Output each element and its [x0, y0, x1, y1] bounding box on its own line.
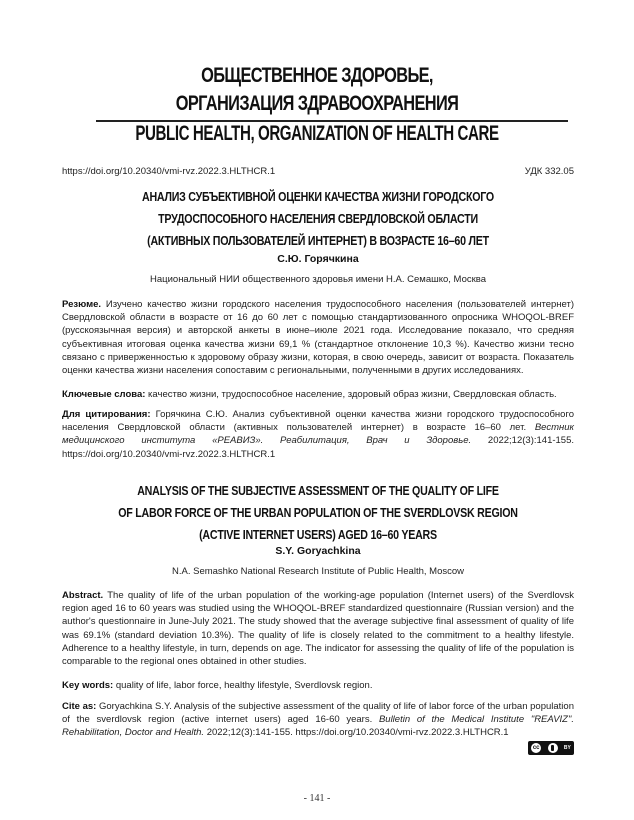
article-title-ru-line: ТРУДОСПОСОБНОГО НАСЕЛЕНИЯ СВЕРДЛОВСКОЙ ОБЛАСТИ: [158, 211, 478, 226]
article-title-en: [62, 480, 574, 546]
abstract-en: [62, 589, 574, 668]
cite-tail-ru[interactable]: 2022;12(3):141-155. https://doi.org/10.20340/vmi-rvz.2022.3.HLTHCR.1: [62, 435, 575, 460]
article-title-en-line: ANALYSIS OF THE SUBJECTIVE ASSESSMENT OF THE QUALITY OF LIFE: [137, 483, 499, 498]
section-title-ru-line1: ОБЩЕСТВЕННОЕ ЗДОРОВЬЕ,: [201, 64, 433, 87]
attribution-icon: [548, 743, 558, 753]
cite-label-en: Cite as:: [62, 701, 97, 712]
article-title-ru-line: (АКТИВНЫХ ПОЛЬЗОВАТЕЛЕЙ ИНТЕРНЕТ) В ВОЗРАСТЕ 16–60 ЛЕТ: [147, 233, 489, 248]
article-title-ru: [62, 186, 574, 252]
abstract-label-ru: Резюме.: [62, 299, 102, 310]
keywords-ru: [62, 388, 574, 401]
doi-link[interactable]: https://doi.org/10.20340/vmi-rvz.2022.3.HLTHCR.1: [62, 166, 276, 177]
cc-by-license-badge[interactable]: [528, 741, 574, 755]
keywords-label-ru: Ключевые слова:: [62, 389, 146, 400]
keywords-label-en: Key words:: [62, 680, 114, 691]
page-number: - 141 -: [303, 793, 331, 804]
cite-text-en: Goryachkina S.Y. Analysis of the subjective assessment of the quality of life of labor force of the urban population of the sverdlovsk region (active internet users) aged 16-60 years.: [62, 701, 574, 726]
affiliation-en: N.A. Semashko National Research Institute of Public Health, Moscow: [172, 566, 464, 577]
cite-label-ru: Для цитирования:: [62, 409, 151, 420]
author-en: S.Y. Goryachkina: [275, 545, 361, 557]
affiliation-ru: Национальный НИИ общественного здоровья имени Н.А. Семашко, Москва: [150, 274, 486, 285]
cite-journal-ru: Вестник медицинского института «РЕАВИЗ». Реабилитация, Врач и Здоровье.: [62, 422, 574, 447]
section-title-en: PUBLIC HEALTH, ORGANIZATION OF HEALTH CARE: [135, 122, 499, 145]
udk-code: УДК 332.05: [524, 166, 574, 177]
article-title-en-line: (ACTIVE INTERNET USERS) AGED 16–60 YEARS: [199, 527, 437, 542]
keywords-text-en: quality of life, labor force, healthy lifestyle, Sverdlovsk region.: [113, 680, 373, 691]
citation-en: [62, 700, 574, 740]
author-ru: С.Ю. Горячкина: [277, 253, 359, 265]
article-title-ru-line: АНАЛИЗ СУБЪЕКТИВНОЙ ОЦЕНКИ КАЧЕСТВА ЖИЗНИ ГОРОДСКОГО: [142, 189, 494, 204]
section-title-ru-line2: ОРГАНИЗАЦИЯ ЗДРАВООХРАНЕНИЯ: [175, 92, 459, 115]
license-label: BY: [563, 745, 571, 751]
keywords-text-ru: качество жизни, трудоспособное население, здоровый образ жизни, Свердловская область.: [145, 389, 557, 400]
cite-journal-en: Bulletin of the Medical Institute "REAVIZ". Rehabilitation, Doctor and Health.: [62, 714, 574, 739]
cc-icon: cc: [532, 745, 540, 751]
cite-text-ru: Горячкина С.Ю. Анализ субъективной оценки качества жизни городского трудоспособного населения Свердловской области (активных пользователей интернет) в возрасте 16–60 лет.: [62, 409, 574, 434]
citation-ru: [62, 408, 574, 461]
abstract-text-ru: Изучено качество жизни городского населения трудоспособного населения (пользователей интернет) Свердловской области в возрасте от 16 до 60 лет с помощью стандартизованного опросника WHOQOL-BREF (русскоязычная версия) и авторской анкеты в июне–июле 2021 года. Исследование показало, что средняя субъективная итоговая оценка качества жизни 69,1 % (стандартное отклонение 10,3 %). Качество жизни тесно связано с приверженностью к здоровому образу жизни, которая, в свою очередь, зависит от возраста. Показатель оценки качества жизни населения сопоставим с региональными, полученными в других исследованиях.: [62, 299, 574, 377]
abstract-label-en: Abstract.: [62, 590, 104, 601]
article-title-en-line: OF LABOR FORCE OF THE URBAN POPULATION OF THE SVERDLOVSK REGION: [118, 505, 518, 520]
abstract-text-en: The quality of life of the urban population of the working-age population (Internet users) of the Sverdlovsk region aged 16 to 60 years was studied using the WHOQOL-BREF standardized questionnaire (Russian version) and the author's questionnaire in June-July 2021. The study showed that the average subjective final assessment of quality of life was 69.1% (standard deviation 10.3%). The quality of life is closely related to the commitment to a healthy lifestyle. Adherence to a healthy lifestyle, in turn, depends on age. The indicator for assessing the quality of life of the population is comparable to the regional ones obtained in other studies.: [62, 590, 574, 668]
keywords-en: [62, 679, 574, 692]
abstract-ru: [62, 298, 574, 377]
cite-tail-en[interactable]: 2022;12(3):141-155. https://doi.org/10.20340/vmi-rvz.2022.3.HLTHCR.1: [204, 727, 509, 739]
